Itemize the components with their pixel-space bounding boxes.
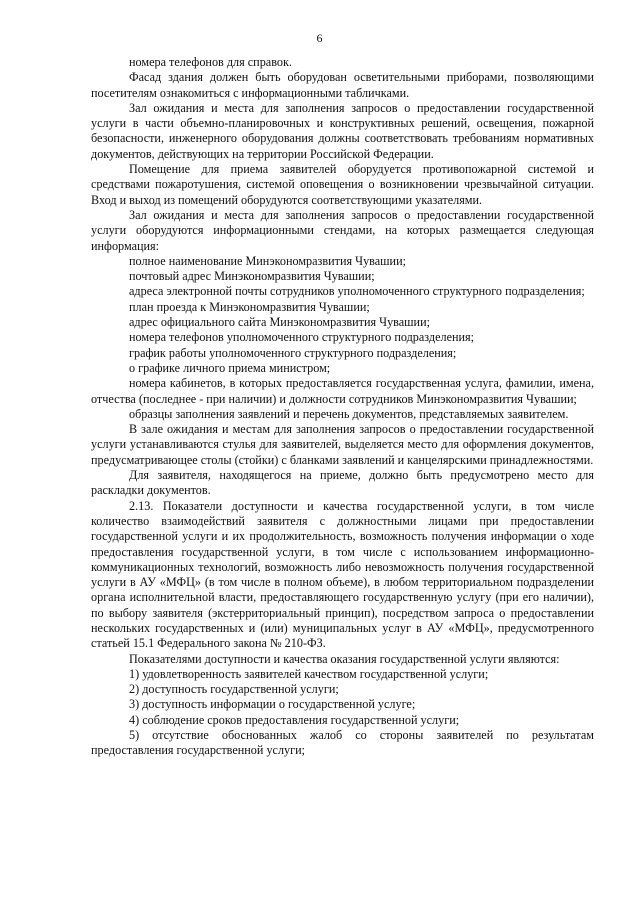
paragraph: номера телефонов для справок. [129,55,292,69]
paragraph: 1) удовлетворенность заявителей качеством государственной услуги; [129,666,489,681]
paragraph: 2.13. Показатели доступности и качества государственной услуги, в том числе количество взаимодействий заявителя с должностными лицами при предоставлении государственной услуги и их продолжительность, возможность получения информации о ходе предоставления государственной услуги, в том числе с использованием информационно-коммуникационных технологий, возможность либо невозможность получения государственной услуги в АУ «МФЦ» (в том числе в полном объеме), в любом территориальном подразделении органа исполнительной власти, предоставляющего государственную услугу (при его наличии), по выбору заявителя (экстерриториальный принцип), посредством запроса о предоставлении нескольких государственных и (или) муниципальных услуг в АУ «МФЦ», предусмотренного статьей 15.1 Федерального закона № 210-ФЗ. [91,498,594,651]
paragraph: адреса электронной почты сотрудников уполномоченного структурного подразделения; [129,284,585,299]
paragraph: Для заявителя, находящегося на приеме, должно быть предусмотрено место для раскладки документов. [91,468,594,498]
paragraph: 5) отсутствие обоснованных жалоб со стороны заявителей по результатам предоставления государственной услуги; [91,728,594,758]
paragraph: о графике личного приема министром; [129,360,331,375]
paragraph: адрес официального сайта Минэкономразвития Чувашии; [129,315,430,330]
paragraph: почтовый адрес Минэкономразвития Чувашии; [129,269,375,284]
paragraph: полное наименование Минэкономразвития Чувашии; [129,253,406,268]
paragraph: план проезда к Минэкономразвития Чувашии; [129,299,370,314]
paragraph: Помещение для приема заявителей оборудуется противопожарной системой и средствами пожаротушения, системой оповещения о возникновении чрезвычайной ситуации. Вход и выход из помещений оборудуются соответствующими указателями. [91,162,594,207]
paragraph: Зал ожидания и места для заполнения запросов о предоставлении государственной услуги в части объемно-планировочных и конструктивных решений, освещения, пожарной безопасности, инженерного оборудования должны соответствовать требованиям нормативных документов, действующих на территории Российской Федерации. [91,100,594,161]
paragraph: Зал ожидания и места для заполнения запросов о предоставлении государственной услуги оборудуются информационными стендами, на которых размещается следующая информация: [91,207,594,253]
paragraph: 4) соблюдение сроков предоставления государственной услуги; [129,712,460,727]
paragraph: 3) доступность информации о государственной услуге; [129,697,416,712]
paragraph: график работы уполномоченного структурного подразделения; [129,345,457,360]
document-body [91,55,594,759]
paragraph: Показателями доступности и качества оказания государственной услуги являются: [129,651,560,666]
paragraph: Фасад здания должен быть оборудован осветительными приборами, позволяющими посетителям ознакомиться с информационными табличками. [91,70,594,100]
paragraph: номера кабинетов, в которых предоставляется государственная услуга, фамилии, имена, отчества (последнее - при наличии) и должности сотрудников Минэкономразвития Чувашии; [91,376,594,406]
paragraph: В зале ожидания и местам для заполнения запросов о предоставлении государственной услуги устанавливаются стулья для заявителей, выделяется место для оформления документов, предусматривающее столы (стойки) с бланками заявлений и канцелярскими принадлежностями. [91,422,594,467]
page-number: 6 [316,31,323,45]
paragraph: номера телефонов уполномоченного структурного подразделения; [129,330,475,345]
paragraph: 2) доступность государственной услуги; [129,682,339,697]
paragraph: образцы заполнения заявлений и перечень документов, представляемых заявителем. [129,406,569,421]
